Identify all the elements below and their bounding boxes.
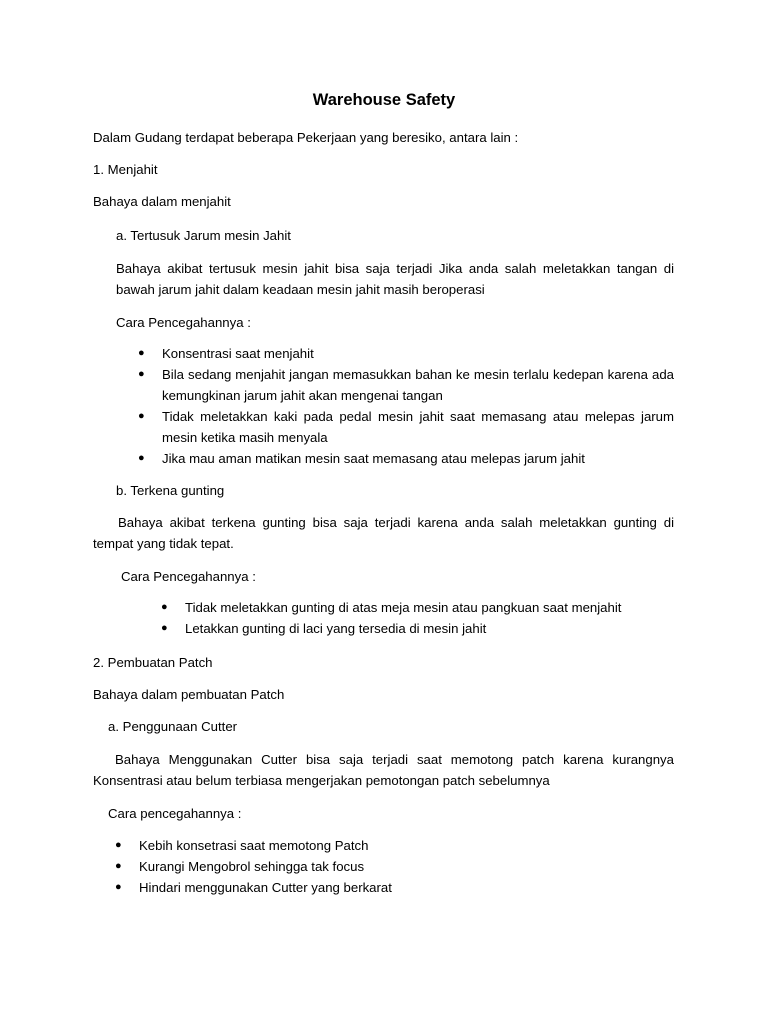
bullet-text: Hindari menggunakan Cutter yang berkarat [139, 880, 392, 895]
bullet-icon: ● [115, 860, 122, 872]
bullet-text: Bila sedang menjahit jangan memasukkan bahan ke mesin terlalu kedepan karena ada kemungkinan jarum jahit akan mengenai tangan [162, 367, 674, 403]
list-item [138, 364, 674, 406]
bullet-text: Tidak meletakkan kaki pada pedal mesin jahit saat memasang atau melepas jarum mesin ketika masih menyala [162, 409, 674, 445]
list-item [138, 448, 674, 469]
list-item [161, 597, 674, 618]
list-item [138, 406, 674, 448]
item-1b-bullet-list [161, 597, 674, 639]
section-2-heading: 2. Pembuatan Patch [93, 655, 213, 670]
item-1a-heading: a. Tertusuk Jarum mesin Jahit [116, 228, 291, 243]
bullet-icon: ● [138, 347, 145, 359]
document-title: Warehouse Safety [312, 91, 456, 109]
section-1-subheading: Bahaya dalam menjahit [93, 194, 231, 209]
bullet-icon: ● [161, 601, 168, 613]
item-1b-heading: b. Terkena gunting [116, 483, 225, 498]
section-2-subheading: Bahaya dalam pembuatan Patch [93, 687, 285, 702]
bullet-text: Kurangi Mengobrol sehingga tak focus [139, 859, 365, 874]
list-item [115, 856, 674, 877]
bullet-text: Kebih konsetrasi saat memotong Patch [139, 838, 369, 853]
bullet-icon: ● [138, 452, 145, 464]
item-1b-prevention-label: Cara Pencegahannya : [121, 569, 256, 584]
list-item [115, 877, 674, 898]
bullet-icon: ● [115, 839, 122, 851]
bullet-text: Jika mau aman matikan mesin saat memasang atau melepas jarum jahit [162, 451, 585, 466]
item-2a-heading: a. Penggunaan Cutter [108, 719, 238, 734]
bullet-icon: ● [138, 368, 145, 380]
list-item [161, 618, 674, 639]
item-1b-body: Bahaya akibat terkena gunting bisa saja terjadi karena anda salah meletakkan gunting di tempat yang tidak tepat. [93, 515, 674, 551]
section-1-heading: 1. Menjahit [93, 162, 158, 177]
bullet-text: Letakkan gunting di laci yang tersedia di mesin jahit [185, 621, 487, 636]
bullet-icon: ● [161, 622, 168, 634]
intro-text: Dalam Gudang terdapat beberapa Pekerjaan yang beresiko, antara lain : [93, 130, 519, 145]
item-2a-bullet-list [115, 835, 674, 898]
bullet-icon: ● [115, 881, 122, 893]
bullet-text: Konsentrasi saat menjahit [162, 346, 314, 361]
item-2a-prevention-label: Cara pencegahannya : [108, 806, 242, 821]
list-item [138, 343, 674, 364]
bullet-text: Tidak meletakkan gunting di atas meja mesin atau pangkuan saat menjahit [185, 600, 622, 615]
bullet-icon: ● [138, 410, 145, 422]
item-2a-body: Bahaya Menggunakan Cutter bisa saja terjadi saat memotong patch karena kurangnya Konsentrasi atau belum terbiasa mengerjakan pemotongan patch sebelumnya [93, 752, 674, 788]
item-1a-prevention-label: Cara Pencegahannya : [116, 315, 251, 330]
item-1a-body: Bahaya akibat tertusuk mesin jahit bisa saja terjadi Jika anda salah meletakkan tangan di bawah jarum jahit dalam keadaan mesin jahit masih beroperasi [116, 261, 674, 297]
list-item [115, 835, 674, 856]
item-1a-bullet-list [138, 343, 674, 469]
